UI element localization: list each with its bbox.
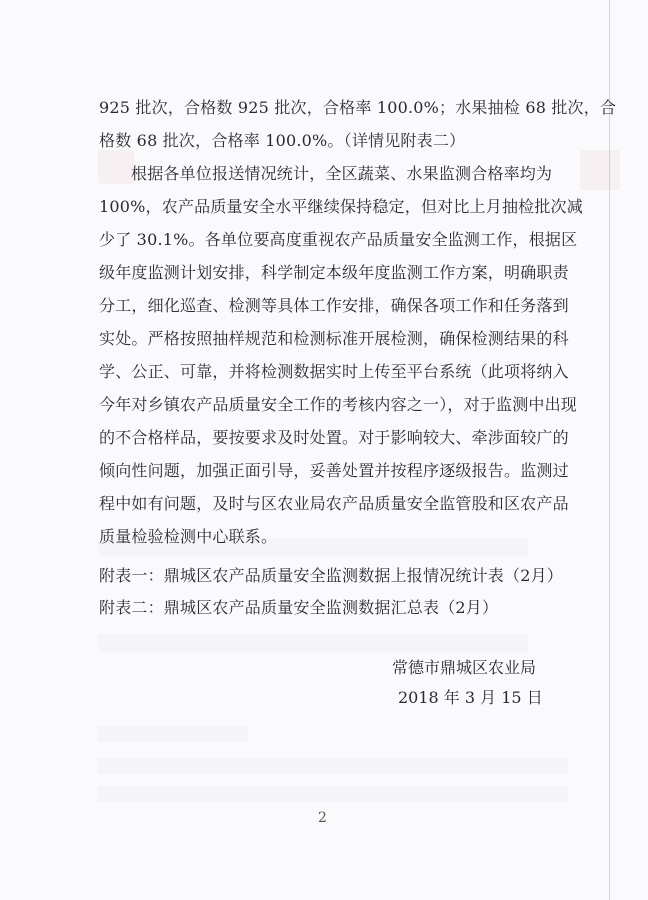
body-line: 实处。严格按照抽样规范和检测标准开展检测，确保检测结果的科: [99, 329, 569, 348]
body-line: 级年度监测计划安排，科学制定本级年度监测工作方案，明确职责: [99, 263, 569, 282]
appendix-item: 附表二：鼎城区农产品质量安全监测数据汇总表（2月）: [99, 598, 499, 617]
body-line: 质量检验检测中心联系。: [99, 527, 278, 546]
body-line: 今年对乡镇农产品质量安全工作的考核内容之一），对于监测中出现: [99, 395, 578, 414]
body-line: 100%，农产品质量安全水平继续保持稳定，但对比上月抽检批次减: [99, 197, 583, 216]
body-line: 925 批次，合格数 925 批次，合格率 100.0%；水果抽检 68 批次，合: [99, 98, 617, 117]
bleed-through-text: [98, 634, 528, 652]
body-line: 程中如有问题，及时与区农业局农产品质量安全监管股和区农产品: [99, 494, 569, 513]
body-line: 分工，细化巡查、检测等具体工作安排，确保各项工作和任务落到: [99, 296, 569, 315]
page-number: 2: [318, 810, 327, 826]
bleed-through-mark: [98, 150, 134, 184]
bleed-through-text: [98, 726, 248, 742]
body-line: 根据各单位报送情况统计，全区蔬菜、水果监测合格率均为: [131, 164, 553, 183]
body-line: 倾向性问题，加强正面引导，妥善处置并按程序逐级报告。监测过: [99, 461, 569, 480]
body-line: 格数 68 批次，合格率 100.0%。（详情见附表二）: [99, 131, 466, 150]
signature-org: 常德市鼎城区农业局: [392, 658, 537, 677]
bleed-through-text: [98, 786, 568, 802]
body-line: 少了 30.1%。各单位要高度重视农产品质量安全监测工作，根据区: [99, 230, 578, 249]
bleed-through-mark: [580, 150, 620, 190]
body-line: 学、公正、可靠，并将检测数据实时上传至平台系统（此项将纳入: [99, 362, 569, 381]
appendix-item: 附表一：鼎城区农产品质量安全监测数据上报情况统计表（2月）: [99, 566, 563, 585]
signature-date: 2018 年 3 月 15 日: [398, 688, 543, 707]
page-edge: [609, 0, 610, 900]
body-line: 的不合格样品，要按要求及时处置。对于影响较大、牵涉面较广的: [99, 428, 569, 447]
bleed-through-text: [98, 758, 568, 774]
